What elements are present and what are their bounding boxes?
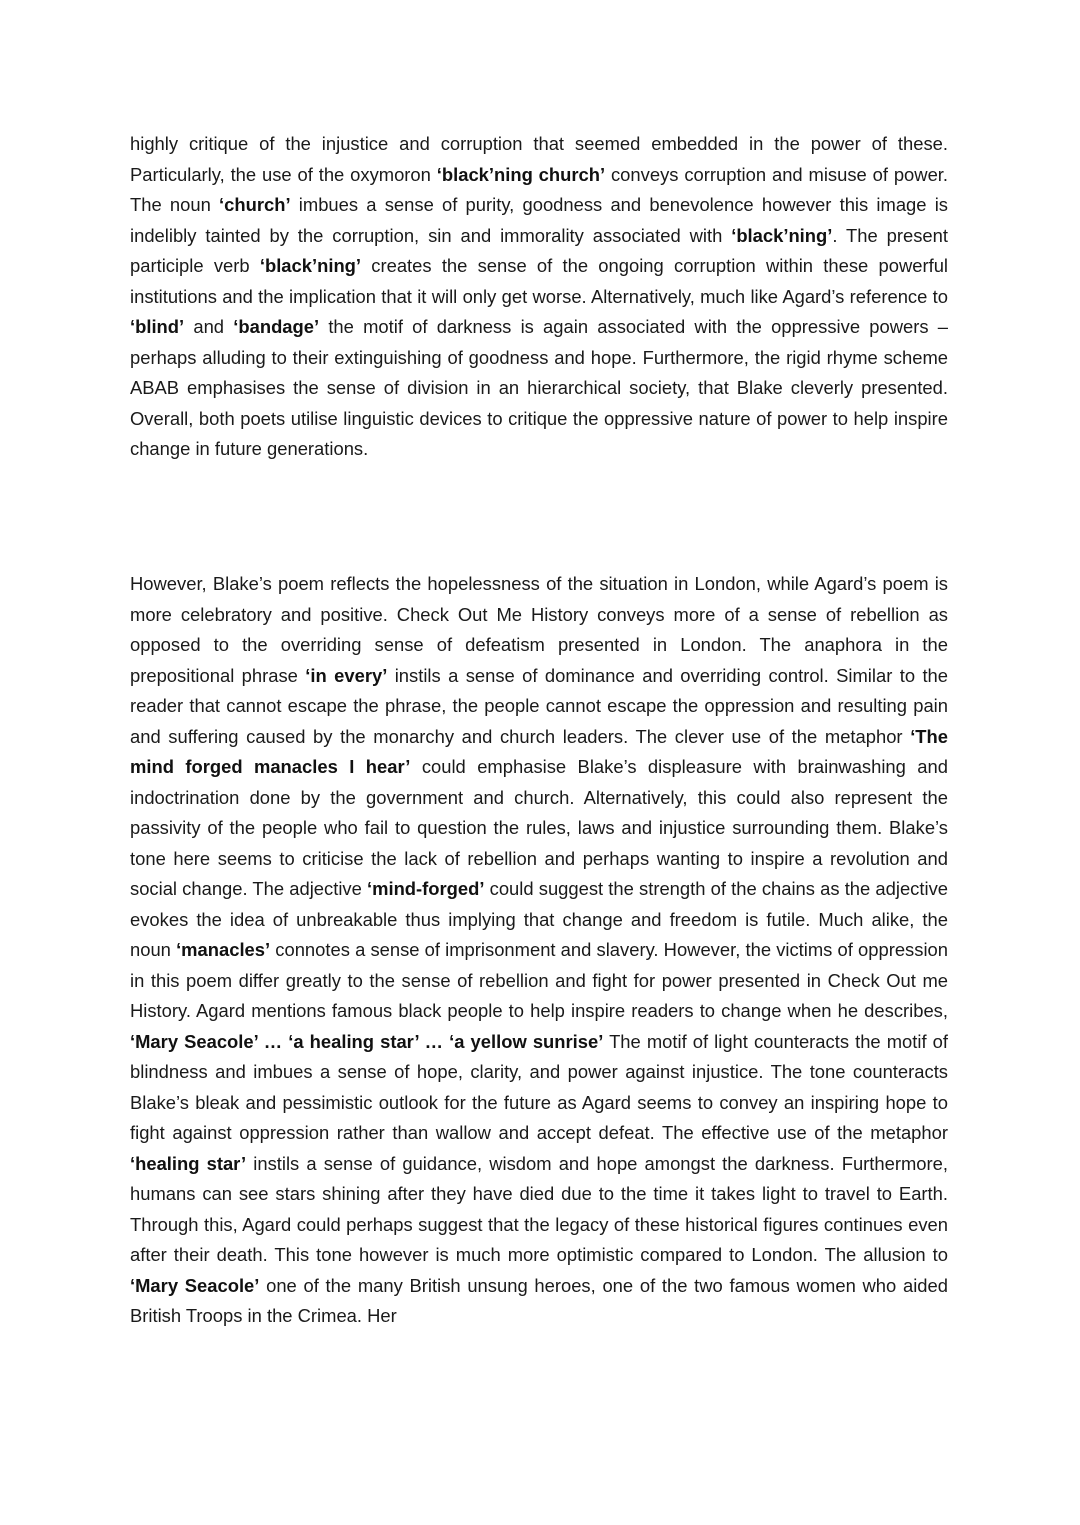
quoted-phrase: ‘bandage’ <box>233 316 320 337</box>
text-segment: the motif of darkness is again associated with the oppressive powers – perhaps alluding to their extinguishing of goodness and hope. Furthermore, the rigid rhyme scheme ABAB emphasises the sense of division in an hierarchical society, that Blake cleverly presented. Overall, both poets utilise linguistic devices to critique the oppressive nature of power to help inspire change in future generations. <box>130 316 948 459</box>
quoted-phrase: ‘Mary Seacole’ … ‘a healing star’ … ‘a yellow sunrise’ <box>130 1030 604 1052</box>
quoted-phrase: ‘blind’ <box>130 316 185 337</box>
text-segment: one of the many British unsung heroes, one of the two famous women who aided British Troops in the Crimea. Her <box>130 1274 948 1326</box>
text-segment: could suggest the strength of the chains as the adjective evokes the idea of unbreakable thus implying that change and freedom is futile. Much alike, the noun <box>130 878 948 960</box>
text-segment: However, Blake’s poem reflects the hopelessness of the situation in London, while Agard’s poem is more celebratory and positive. Check Out Me History conveys more of a sense of rebellion as opposed to the overriding sense of defeatism presented in London. The anaphora in the prepositional phrase <box>130 573 948 686</box>
quoted-phrase: ‘black’ning church’ <box>436 163 606 185</box>
paragraph-2 <box>130 569 948 1332</box>
quoted-phrase: ‘manacles’ <box>176 939 271 960</box>
text-segment: conveys corruption and misuse of power. The noun <box>130 163 949 215</box>
quoted-phrase: ‘black’ning’ <box>259 255 362 276</box>
paragraph-1 <box>130 129 948 465</box>
text-segment: The motif of light counteracts the motif of blindness and imbues a sense of hope, clarity, and power against injustice. The tone counteracts Blake’s bleak and pessimistic outlook for the future as Agard seems to convey an inspiring hope to fight against oppression rather than wallow and accept defeat. The effective use of the metaphor <box>130 1030 948 1143</box>
quoted-phrase: ‘mind-forged’ <box>367 878 485 899</box>
quoted-phrase: ‘healing star’ <box>130 1152 247 1174</box>
quoted-phrase: ‘The mind forged manacles I hear’ <box>130 725 948 777</box>
text-segment: highly critique of the injustice and corruption that seemed embedded in the power of these. Particularly, the use of the oxymoron <box>130 133 948 185</box>
text-segment: instils a sense of dominance and overriding control. Similar to the reader that cannot escape the phrase, the people cannot escape the oppression and resulting pain and suffering caused by the monarchy and church leaders. The clever use of the metaphor <box>130 664 949 747</box>
text-segment: . The present participle verb <box>130 224 948 276</box>
text-segment: creates the sense of the ongoing corruption within these powerful institutions and the implication that it will only get worse. Alternatively, much like Agard’s reference to <box>130 255 949 307</box>
text-segment: instils a sense of guidance, wisdom and hope amongst the darkness. Furthermore, humans can see stars shining after they have died due to the time it takes light to travel to Earth. Through this, Agard could perhaps suggest that the legacy of these historical figures continues even after their death. This tone however is much more optimistic compared to London. The allusion to <box>130 1152 948 1265</box>
text-segment: could emphasise Blake’s displeasure with brainwashing and indoctrination done by the government and church. Alternatively, this could also represent the passivity of the people who fail to question the rules, laws and injustice surrounding them. Blake’s tone here seems to criticise the lack of rebellion and perhaps wanting to inspire a revolution and social change. The adjective <box>130 756 948 899</box>
quoted-phrase: ‘church’ <box>219 194 291 215</box>
quoted-phrase: ‘Mary Seacole’ <box>130 1274 260 1296</box>
text-segment: and <box>184 316 234 337</box>
text-segment: imbues a sense of purity, goodness and benevolence however this image is indelibly tainted by the corruption, sin and immorality associated with <box>130 194 948 246</box>
quoted-phrase: ‘black’ning’ <box>731 224 833 246</box>
quoted-phrase: ‘in every’ <box>305 664 388 686</box>
text-segment: connotes a sense of imprisonment and slavery. However, the victims of oppression in this poem differ greatly to the sense of rebellion and fight for power presented in Check Out me History. Agard mentions famous black people to help inspire readers to change when he describes, <box>130 939 948 1021</box>
